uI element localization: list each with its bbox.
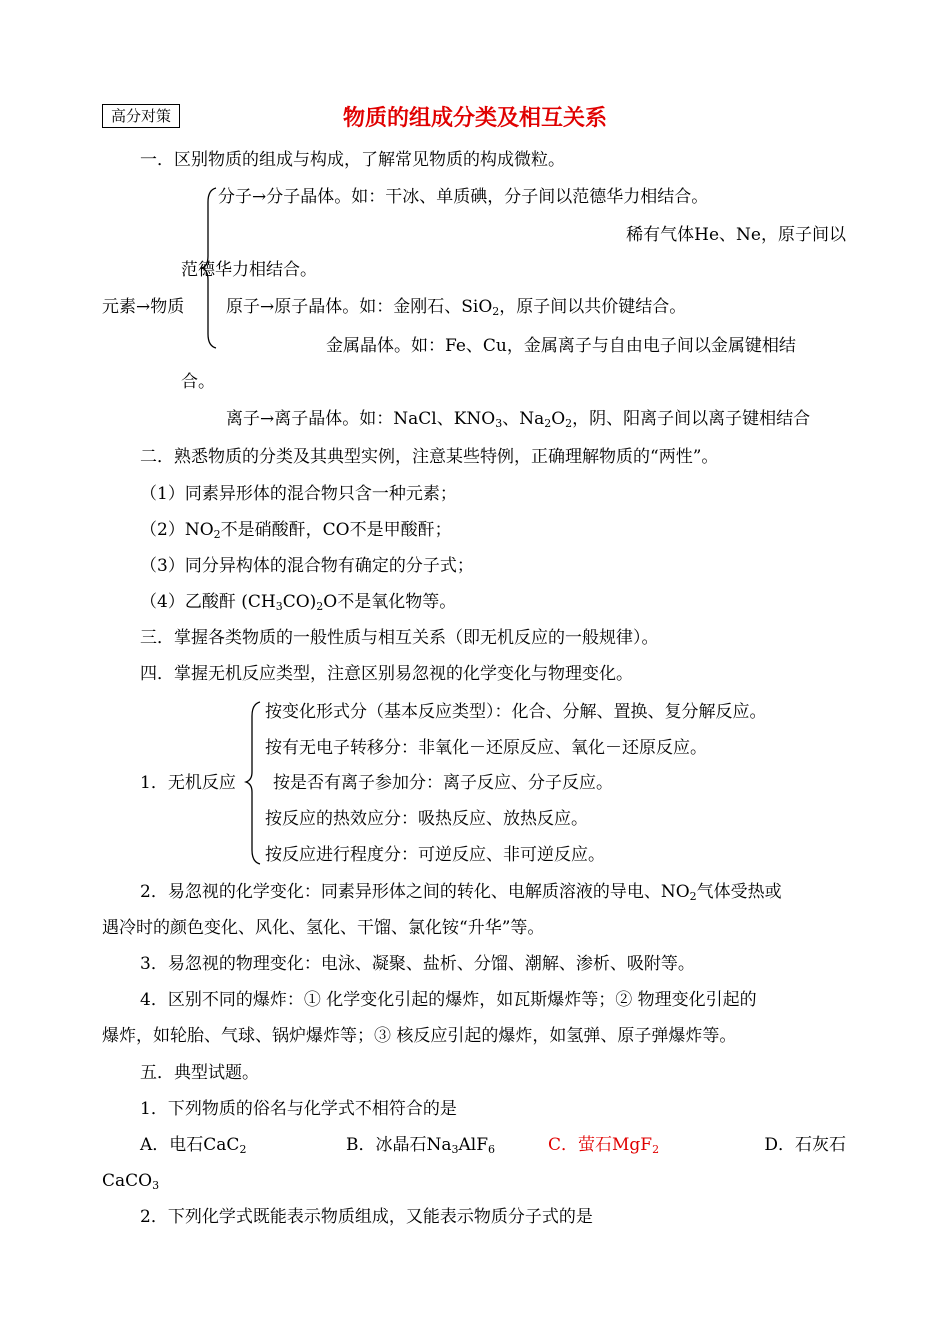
section2-heading: 二．熟悉物质的分类及其典型实例，注意某些特例，正确理解物质的“两性”。	[140, 447, 719, 467]
question-1-option-a: A．电石CaC$_2$	[140, 1135, 247, 1156]
question-1-stem: 1．下列物质的俗名与化学式不相符合的是	[140, 1099, 457, 1119]
point-4-line-1: 4．区别不同的爆炸：① 化学变化引起的爆炸，如瓦斯爆炸等；② 物理变化引起的	[140, 990, 757, 1010]
section2-item-1: （1）同素异形体的混合物只含一种元素；	[140, 484, 457, 504]
question-1-option-b: B．冰晶石$Na_3AlF_6$	[346, 1135, 496, 1156]
section5-heading: 五．典型试题。	[140, 1063, 259, 1083]
section1-heading: 一．区别物质的组成与构成，了解常见物质的构成微粒。	[140, 150, 565, 170]
question-1-option-d-formula: CaCO$_3$	[102, 1171, 160, 1192]
metal-line-1: 金属晶体。如：Fe、Cu，金属离子与自由电子间以金属键相结	[326, 336, 796, 356]
reaction-type-5: 按反应进行程度分：可逆反应、非可逆反应。	[265, 845, 605, 865]
reaction-type-2: 按有无电子转移分：非氧化－还原反应、氧化－还原反应。	[265, 738, 707, 758]
question-2-stem: 2．下列化学式既能表示物质组成，又能表示物质分子式的是	[140, 1207, 593, 1227]
molecule-line: 分子→分子晶体。如：干冰、单质碘，分子间以范德华力相结合。	[218, 187, 709, 207]
point-3: 3．易忽视的物理变化：电泳、凝聚、盐析、分馏、潮解、渗析、吸附等。	[140, 954, 695, 974]
reaction-type-3: 按是否有离子参加分：离子反应、分子反应。	[273, 773, 613, 793]
metal-line-2: 合。	[181, 372, 215, 392]
atom-line: 原子→原子晶体。如：金刚石、SiO$_2$，原子间以共价键结合。	[226, 297, 687, 318]
section2-item-3: （3）同分异构体的混合物有确定的分子式；	[140, 556, 474, 576]
reaction-type-4: 按反应的热效应分：吸热反应、放热反应。	[265, 809, 588, 829]
root-label: 元素→物质	[102, 297, 185, 317]
point-4-line-2: 爆炸，如轮胎、气球、锅炉爆炸等；③ 核反应引起的爆炸，如氢弹、原子弹爆炸等。	[102, 1026, 737, 1046]
section2-item-4: （4）乙酸酐 $(CH_3CO)_2O$不是氧化物等。	[140, 592, 457, 613]
reaction-type-1: 按变化形式分（基本反应类型）：化合、分解、置换、复分解反应。	[265, 702, 767, 722]
header-tag: 高分对策	[102, 104, 180, 128]
reaction-label: 1．无机反应	[140, 773, 236, 793]
question-1-option-d: D．石灰石	[764, 1135, 846, 1155]
point-2-line-1: 2．易忽视的化学变化：同素异形体之间的转化、电解质溶液的导电、$NO_2$气体受热或	[140, 882, 782, 903]
section4-heading: 四．掌握无机反应类型，注意区别易忽视的化学变化与物理变化。	[140, 664, 633, 684]
question-1-option-c: C．萤石MgF$_2$	[548, 1135, 660, 1156]
section3-heading: 三．掌握各类物质的一般性质与相互关系（即无机反应的一般规律）。	[140, 628, 659, 648]
page-title: 物质的组成分类及相互关系	[342, 106, 607, 131]
reaction-brace	[244, 700, 264, 866]
ion-line: 离子→离子晶体。如：NaCl、$KNO_3$、$Na_2O_2$，阴、阳离子间以离子键相结合	[226, 409, 811, 430]
noble-gas-line-1: 稀有气体He、Ne，原子间以	[626, 225, 846, 245]
noble-gas-line-2: 范德华力相结合。	[181, 260, 317, 280]
point-2-line-2: 遇冷时的颜色变化、风化、氢化、干馏、氯化铵“升华”等。	[102, 918, 545, 938]
section2-item-2: $(2)NO_2$不是硝酸酐，CO不是甲酸酐；	[140, 520, 452, 541]
